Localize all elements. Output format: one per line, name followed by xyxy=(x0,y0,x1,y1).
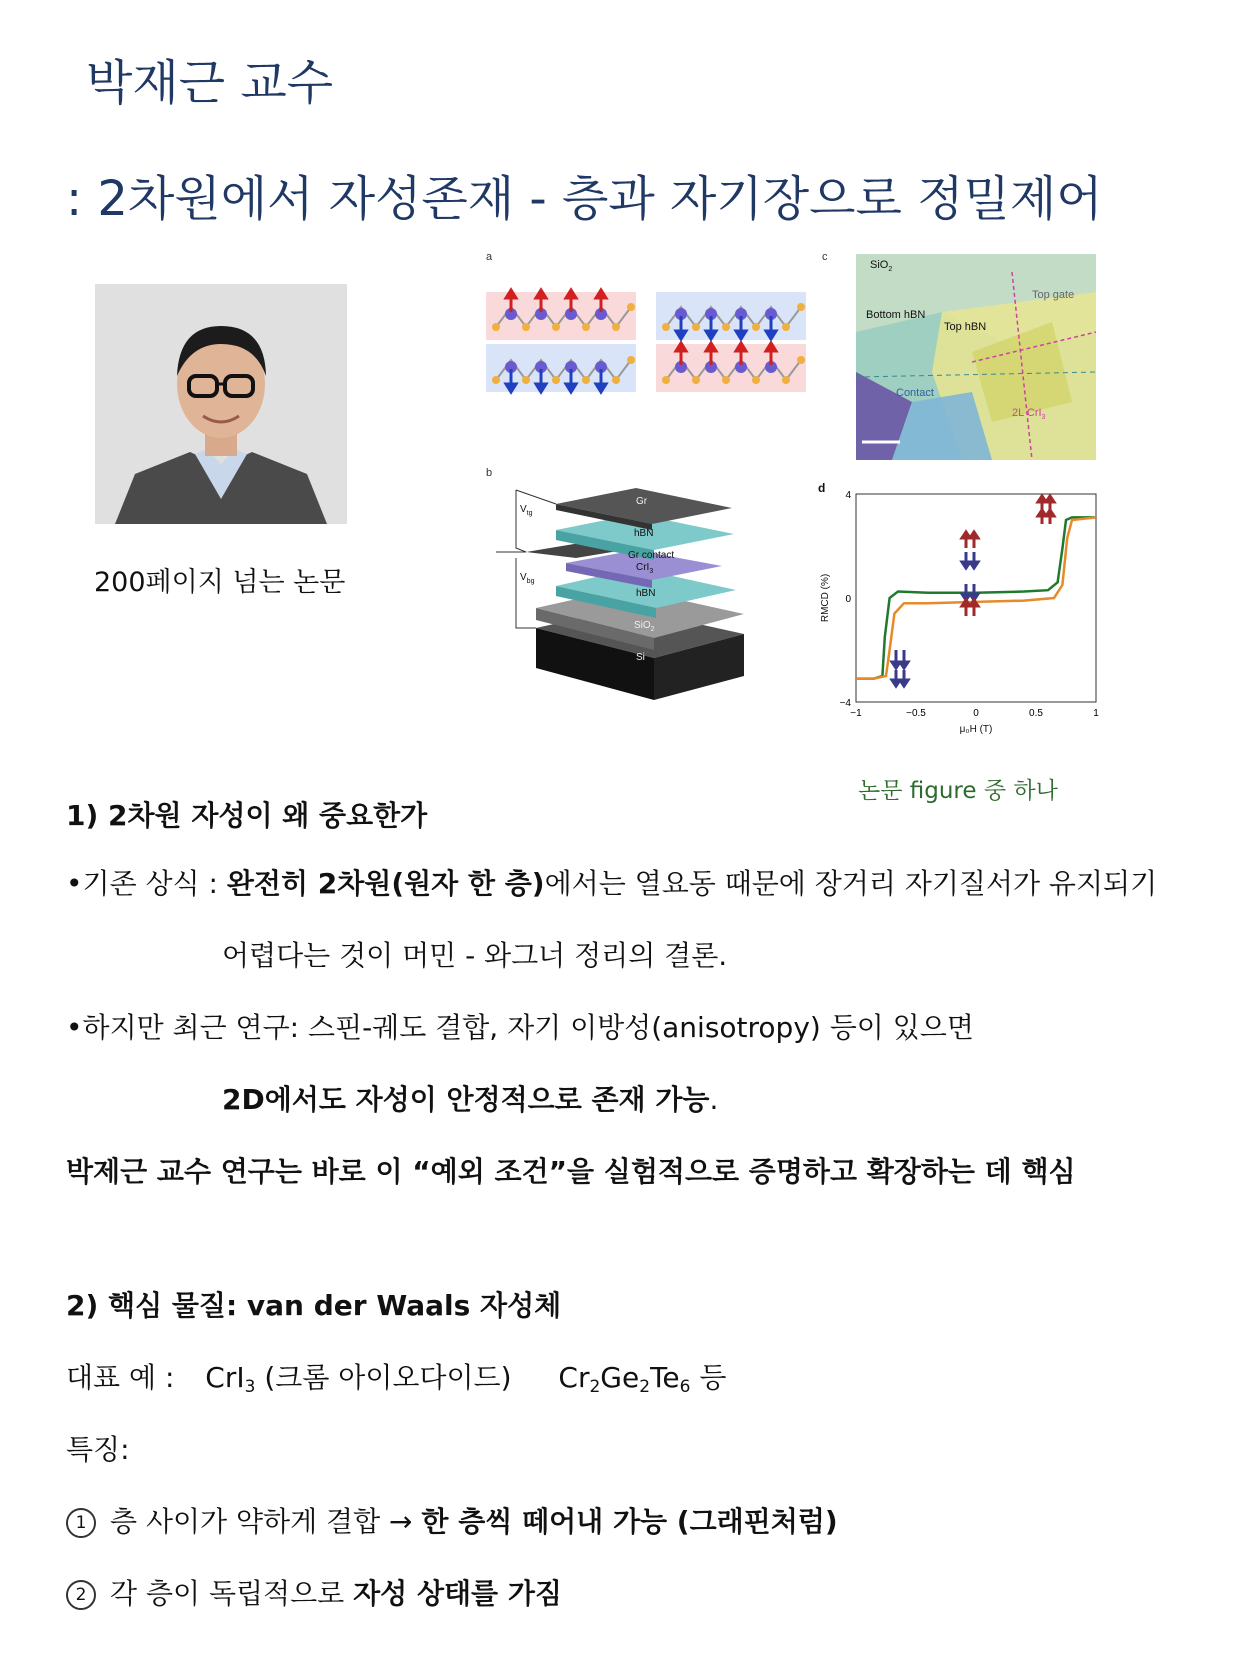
bullet1-bold: 완전히 2차원(원자 한 층) xyxy=(226,867,545,900)
section1-bullet1 xyxy=(66,862,1157,902)
y-tick-label: 0 xyxy=(845,594,851,605)
figure-panel-d xyxy=(816,482,1106,738)
label-hbn-top: hBN xyxy=(634,528,654,539)
x-tick-label: 0 xyxy=(973,708,979,719)
section1-bullet2: •하지만 최근 연구: 스핀-궤도 결합, 자기 이방성(anisotropy) 등이 있으면 xyxy=(66,1011,974,1044)
feature-1 xyxy=(66,1500,838,1540)
label-cri3: CrI$_3$ xyxy=(636,562,654,575)
x-axis-label: μ₀H (T) xyxy=(959,724,993,734)
label-top-gate: Top gate xyxy=(1032,289,1075,301)
label-sio2: SiO$_2$ xyxy=(870,259,893,273)
panel-b-mark: b xyxy=(486,468,493,479)
x-tick-label: 0.5 xyxy=(1029,708,1043,719)
label-gr-contact: Gr contact xyxy=(628,550,675,561)
label-2l-cri3: 2L CrI$_3$ xyxy=(1012,407,1046,421)
label-vbg: $V_{bg}$ xyxy=(520,572,535,585)
figure-panel-a xyxy=(486,252,806,436)
label-hbn-bottom: hBN xyxy=(636,588,656,599)
features-label: 특징: xyxy=(66,1433,130,1466)
label-gr: Gr xyxy=(636,496,648,507)
bullet1-rest: 에서는 열요동 때문에 장거리 자기질서가 유지되기 xyxy=(544,867,1158,900)
label-top-hbn: Top hBN xyxy=(944,321,987,333)
professor-photo xyxy=(95,284,347,524)
label-sio2-stack: SiO$_2$ xyxy=(634,620,655,633)
section1-bullet1-line2: 어렵다는 것이 머민 - 와그너 정리의 결론. xyxy=(222,939,728,972)
label-contact: Contact xyxy=(896,387,934,399)
example-cri3: CrI$_3$ xyxy=(205,1361,256,1397)
section1-heading: 1) 2차원 자성이 왜 중요한가 xyxy=(66,799,428,832)
page-title: 박재근 교수 xyxy=(86,55,334,111)
section2-examples xyxy=(66,1356,726,1397)
page-subtitle: : 2차원에서 자성존재 - 층과 자기장으로 정밀제어 xyxy=(66,171,1103,227)
y-tick-label: 4 xyxy=(845,490,851,501)
section1-conclusion: 박제근 교수 연구는 바로 이 “예외 조건”을 실험적으로 증명하고 확장하는 데 핵심 xyxy=(66,1155,1076,1188)
panel-c-mark: c xyxy=(822,252,828,263)
bullet2-bold: 2D에서도 자성이 안정적으로 존재 가능 xyxy=(222,1083,710,1116)
feature-1-bold: 한 층씩 떼어내 가능 (그래핀처럼) xyxy=(421,1505,838,1538)
section2-heading: 2) 핵심 물질: van der Waals 자성체 xyxy=(66,1289,562,1322)
label-vtg: $V_{tg}$ xyxy=(520,504,533,517)
spin-state-icon-down-down xyxy=(892,650,908,686)
x-tick-label: 1 xyxy=(1093,708,1099,719)
photo-caption: 200페이지 넘는 논문 xyxy=(94,567,346,598)
y-axis-label: RMCD (%) xyxy=(820,573,831,623)
x-tick-label: −0.5 xyxy=(906,708,926,719)
bullet2-end: . xyxy=(709,1083,719,1116)
feature-2-bold: 자성 상태를 가짐 xyxy=(353,1577,562,1610)
bullet1-prefix: •기존 상식 : xyxy=(66,867,227,900)
example-cr2ge2te6: $Cr_2Ge_2Te_6$ 등 xyxy=(558,1361,727,1397)
circled-number-2: 2 xyxy=(66,1580,96,1610)
feature-2 xyxy=(66,1572,562,1612)
spin-state-icon-up-up xyxy=(1038,496,1054,524)
spin-state-icon-up-down xyxy=(962,532,978,568)
section1-bullet2-line2 xyxy=(222,1078,718,1118)
circled-number-1: 1 xyxy=(66,1508,96,1538)
example-label: 대표 예 : xyxy=(66,1361,175,1394)
feature-1-plain: 층 사이가 약하게 결합 → xyxy=(110,1505,422,1538)
label-bottom-hbn: Bottom hBN xyxy=(866,309,926,321)
feature-2-plain: 각 층이 독립적으로 xyxy=(110,1577,354,1610)
spin-state-icon-down-up xyxy=(962,584,978,616)
panel-a-mark: a xyxy=(486,252,493,263)
figure-panel-b xyxy=(486,468,776,712)
figure-caption: 논문 figure 중 하나 xyxy=(858,778,1058,804)
panel-d-mark: d xyxy=(818,482,826,495)
rmcd-chart xyxy=(816,482,1106,734)
example-cri3-desc: (크롬 아이오다이드) xyxy=(264,1361,512,1394)
x-tick-label: −1 xyxy=(850,708,862,719)
label-si: Si xyxy=(636,652,645,663)
figure-panel-c xyxy=(822,252,1102,468)
y-tick-label: −4 xyxy=(839,698,851,709)
